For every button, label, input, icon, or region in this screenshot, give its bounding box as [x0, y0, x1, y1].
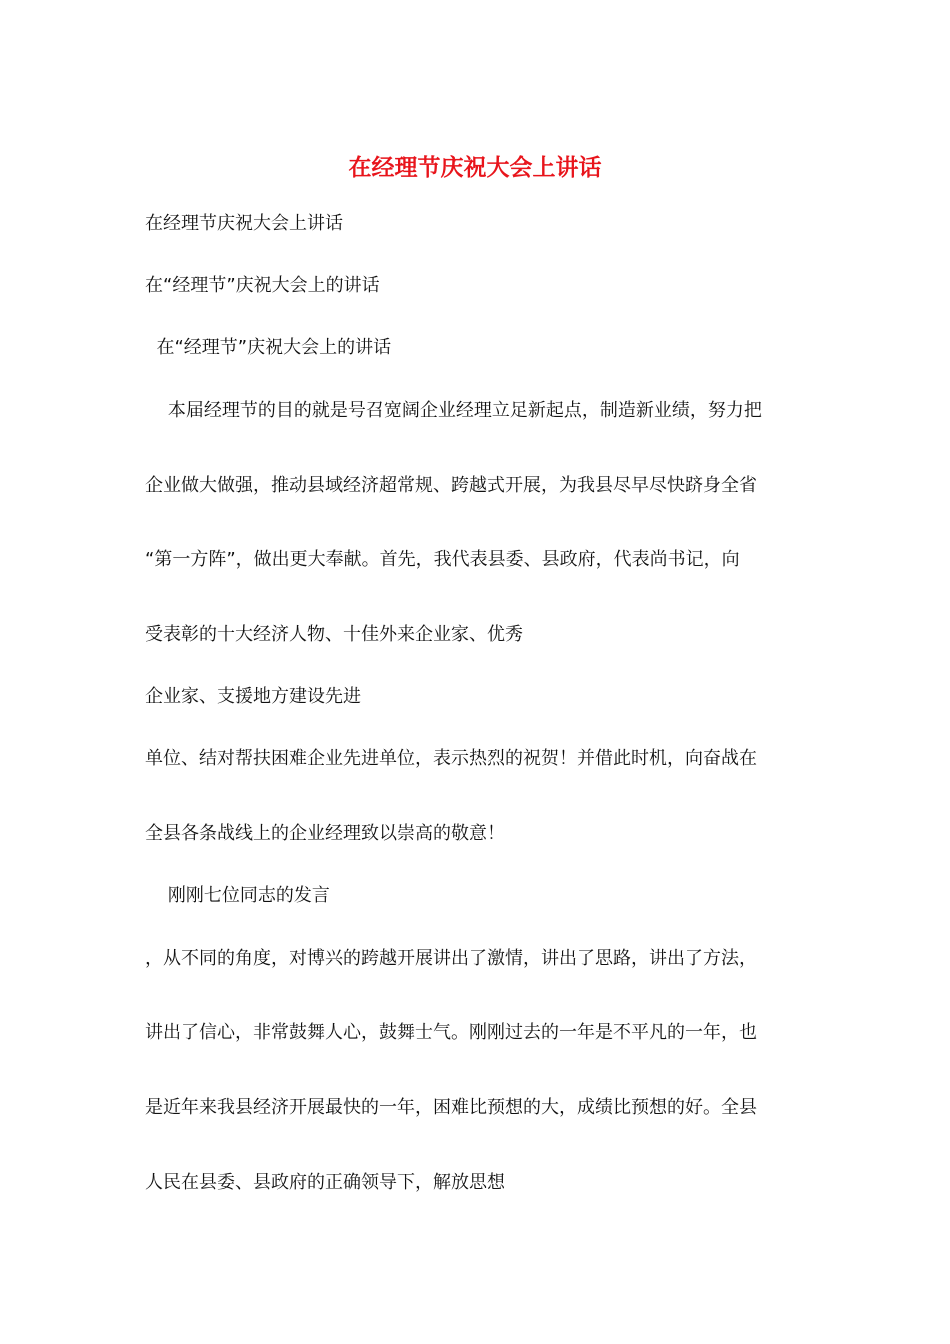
paragraph-line: 全县各条战线上的企业经理致以崇高的敬意！	[145, 823, 505, 844]
paragraph-line: 刚刚七位同志的发言	[145, 885, 330, 906]
paragraph-line: 企业做大做强，推动县域经济超常规、跨越式开展，为我县尽早尽快跻身全省	[145, 475, 757, 496]
paragraph-line: 在“经理节”庆祝大会上的讲话	[145, 275, 380, 296]
paragraph-line: 人民在县委、县政府的正确领导下，解放思想	[145, 1172, 505, 1193]
paragraph-line: ，从不同的角度，对博兴的跨越开展讲出了激情，讲出了思路，讲出了方法，	[145, 948, 757, 969]
paragraph-line: 本届经理节的目的就是号召宽阔企业经理立足新起点，制造新业绩，努力把	[145, 400, 762, 421]
paragraph-line: 是近年来我县经济开展最快的一年，困难比预想的大，成绩比预想的好。全县	[145, 1097, 757, 1118]
paragraph-line: 受表彰的十大经济人物、十佳外来企业家、优秀	[145, 624, 523, 645]
document-title: 在经理节庆祝大会上讲话	[348, 154, 602, 181]
paragraph-line: 企业家、支援地方建设先进	[145, 686, 361, 707]
paragraph-line: 讲出了信心，非常鼓舞人心，鼓舞士气。刚刚过去的一年是不平凡的一年，也	[145, 1022, 757, 1043]
paragraph-line: 单位、结对帮扶困难企业先进单位，表示热烈的祝贺！并借此时机，向奋战在	[145, 748, 757, 769]
paragraph-line: 在经理节庆祝大会上讲话	[145, 213, 343, 234]
paragraph-line: 在“经理节”庆祝大会上的讲话	[145, 337, 392, 358]
paragraph-line: “第一方阵”，做出更大奉献。首先，我代表县委、县政府，代表尚书记，向	[145, 549, 740, 570]
